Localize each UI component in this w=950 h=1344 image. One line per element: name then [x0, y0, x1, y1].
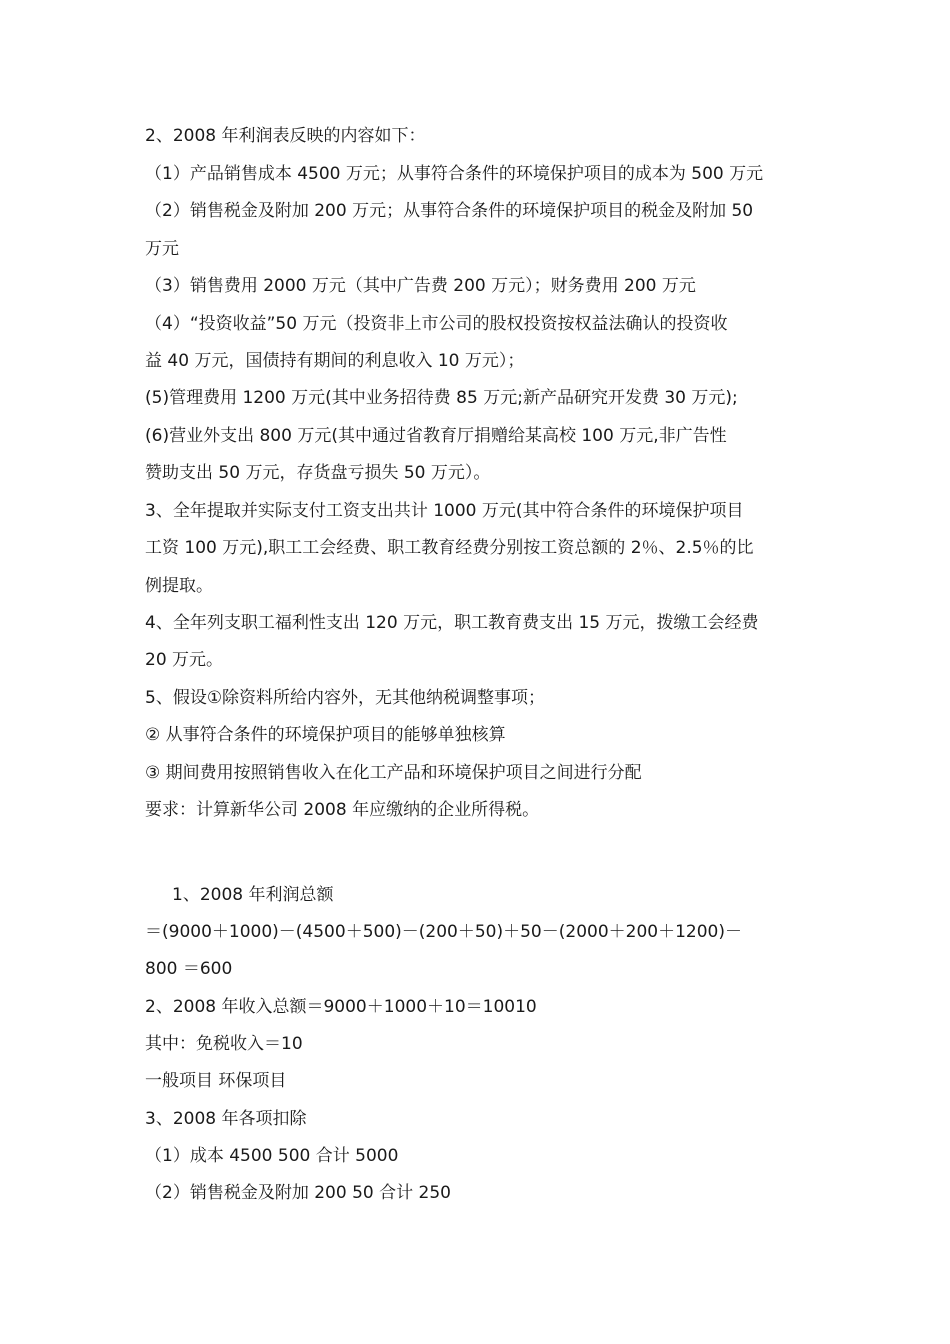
text-line: 1、2008 年利润总额 [172, 885, 334, 905]
text-line: （1）产品销售成本 4500 万元；从事符合条件的环境保护项目的成本为 500 万元 [145, 164, 764, 184]
text-line: (5)管理费用 1200 万元(其中业务招待费 85 万元;新产品研究开发费 30 万元); [145, 388, 738, 408]
text-line: 3、2008 年各项扣除 [145, 1109, 307, 1129]
text-line: ② 从事符合条件的环境保护项目的能够单独核算 [145, 725, 506, 745]
text-line: 万元 [145, 239, 179, 259]
text-line: 3、全年提取并实际支付工资支出共计 1000 万元(其中符合条件的环境保护项目 [145, 501, 744, 521]
text-line: 要求：计算新华公司 2008 年应缴纳的企业所得税。 [145, 800, 540, 820]
text-line: 4、全年列支职工福利性支出 120 万元，职工教育费支出 15 万元，拨缴工会经费 [145, 613, 759, 633]
text-line: 2、2008 年收入总额＝9000＋1000＋10＝10010 [145, 997, 537, 1017]
text-line: 一般项目 环保项目 [145, 1071, 287, 1091]
text-line: 2、2008 年利润表反映的内容如下： [145, 126, 426, 146]
text-line: （1）成本 4500 500 合计 5000 [145, 1146, 399, 1166]
text-line: ＝(9000＋1000)－(4500＋500)－(200＋50)＋50－(2000＋200＋1200)－ [145, 922, 742, 942]
text-line: （2）销售税金及附加 200 50 合计 250 [145, 1183, 451, 1203]
text-line: 800 ＝600 [145, 959, 233, 979]
text-line: 其中：免税收入＝10 [145, 1034, 303, 1054]
text-line: （2）销售税金及附加 200 万元；从事符合条件的环境保护项目的税金及附加 50 [145, 201, 754, 221]
text-line: 5、假设①除资料所给内容外，无其他纳税调整事项； [145, 688, 546, 708]
text-line: 赞助支出 50 万元，存货盘亏损失 50 万元）。 [145, 463, 491, 483]
text-line: 益 40 万元，国债持有期间的利息收入 10 万元）； [145, 351, 525, 371]
text-line: 工资 100 万元),职工工会经费、职工教育经费分别按工资总额的 2％、2.5％的比 [145, 538, 754, 558]
text-line: （3）销售费用 2000 万元（其中广告费 200 万元）；财务费用 200 万元 [145, 276, 696, 296]
text-line: (6)营业外支出 800 万元(其中通过省教育厅捐赠给某高校 100 万元,非广告性 [145, 426, 727, 446]
text-line: 20 万元。 [145, 650, 224, 670]
text-line: ③ 期间费用按照销售收入在化工产品和环境保护项目之间进行分配 [145, 763, 642, 783]
text-line: （4）“投资收益”50 万元（投资非上市公司的股权投资按权益法确认的投资收 [145, 314, 728, 334]
text-line: 例提取。 [145, 576, 213, 596]
